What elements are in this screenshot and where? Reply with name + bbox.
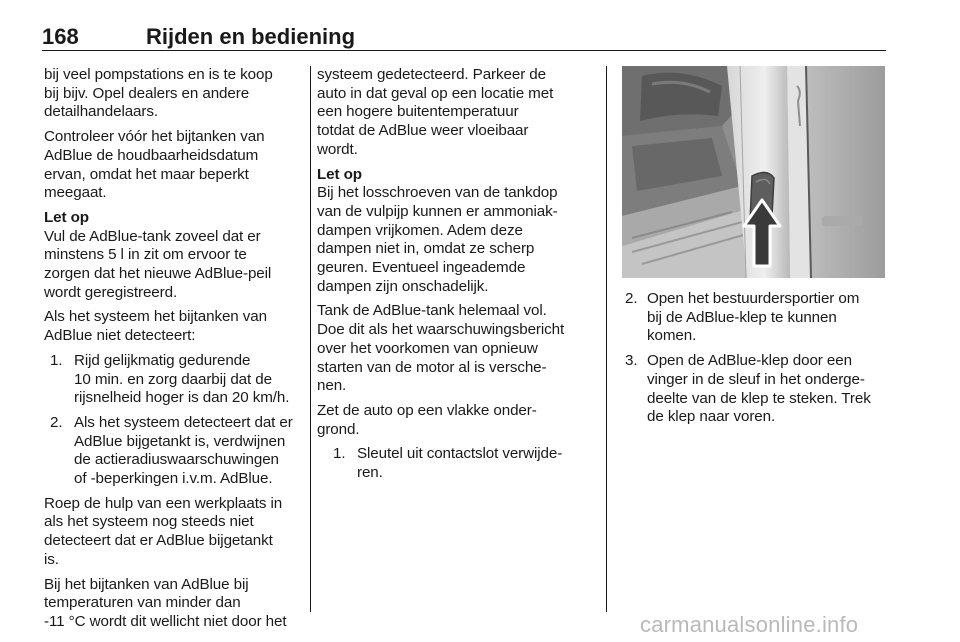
list-item xyxy=(625,290,890,346)
list-number: 3. xyxy=(625,352,638,370)
column-divider xyxy=(606,66,607,612)
list-number: 1. xyxy=(333,445,346,463)
list-item xyxy=(44,414,306,489)
paragraph: Roep de hulp van een werkplaats in als het systeem nog steeds niet detecteert dat er AdBlue bijgetankt is. xyxy=(44,494,283,568)
watermark: carmanualsonline.info xyxy=(640,612,859,637)
list-text: Als het systeem detecteert dat er AdBlue bijgetankt is, verdwijnen de actieradiuswaarschuwingen of -beperkingen i.v.m. AdBlue. xyxy=(74,413,293,488)
paragraph: Bij het bijtanken van AdBlue bij temperaturen van minder dan -11 °C wordt dit wellicht niet door het xyxy=(44,575,287,630)
page-header xyxy=(42,24,886,51)
column-left xyxy=(44,66,306,638)
column-divider xyxy=(310,66,311,612)
list-item xyxy=(317,445,597,482)
note-heading: Let op xyxy=(317,165,362,183)
note-body: Bij het losschroeven van de tankdop van de vulpijp kunnen er ammoniak- dampen vrijkomen. Adem deze dampen niet in, omdat ze scherp geuren. Eventueel ingeademde dampen zijn onschadelijk. xyxy=(317,184,558,295)
page-number: 168 xyxy=(42,24,79,49)
paragraph: bij veel pompstations en is te koop bij bijv. Opel dealers en andere detailhandelaars. xyxy=(44,66,273,121)
paragraph: Controleer vóór het bijtanken van AdBlue de houdbaarheidsdatum ervan, omdat het maar beperkt meegaat. xyxy=(44,128,265,202)
list-number: 2. xyxy=(50,413,63,431)
adblue-door-illustration xyxy=(622,66,885,278)
note-heading: Let op xyxy=(44,208,89,226)
note-body: Vul de AdBlue-tank zoveel dat er minstens 5 l in zit om ervoor te zorgen dat het nieuwe AdBlue-peil wordt geregistreerd. xyxy=(44,227,272,301)
paragraph: Tank de AdBlue-tank helemaal vol. Doe dit als het waarschuwingsbericht over het voorkomen van opnieuw starten van de motor al is versche- nen. xyxy=(317,302,565,395)
list-text: Sleutel uit contactslot verwijde- ren. xyxy=(357,445,563,482)
list-number: 2. xyxy=(625,290,638,307)
paragraph: Zet de auto op een vlakke onder- grond. xyxy=(317,401,537,438)
paragraph: Als het systeem het bijtanken van AdBlue niet detecteert: xyxy=(44,308,267,345)
column-middle xyxy=(317,66,597,489)
list-number: 1. xyxy=(50,351,63,369)
list-item xyxy=(625,352,890,427)
up-arrow-icon xyxy=(742,198,782,268)
list-text: Open de AdBlue-klep door een vinger in de sleuf in het onderge- deelte van de klep te steken. Trek de klep naar voren. xyxy=(647,352,871,426)
column-right xyxy=(625,290,890,433)
list-text: Rijd gelijkmatig gedurende 10 min. en zorg daarbij dat de rijsnelheid hoger is dan 20 km/h. xyxy=(74,351,290,407)
list-item xyxy=(44,352,306,408)
paragraph: systeem gedetecteerd. Parkeer de auto in dat geval op een locatie met een hogere buitentemperatuur totdat de AdBlue weer vloeibaar wordt. xyxy=(317,66,554,158)
list-text: Open het bestuurdersportier om bij de AdBlue-klep te kunnen komen. xyxy=(647,290,860,345)
chapter-title: Rijden en bediening xyxy=(146,24,356,49)
